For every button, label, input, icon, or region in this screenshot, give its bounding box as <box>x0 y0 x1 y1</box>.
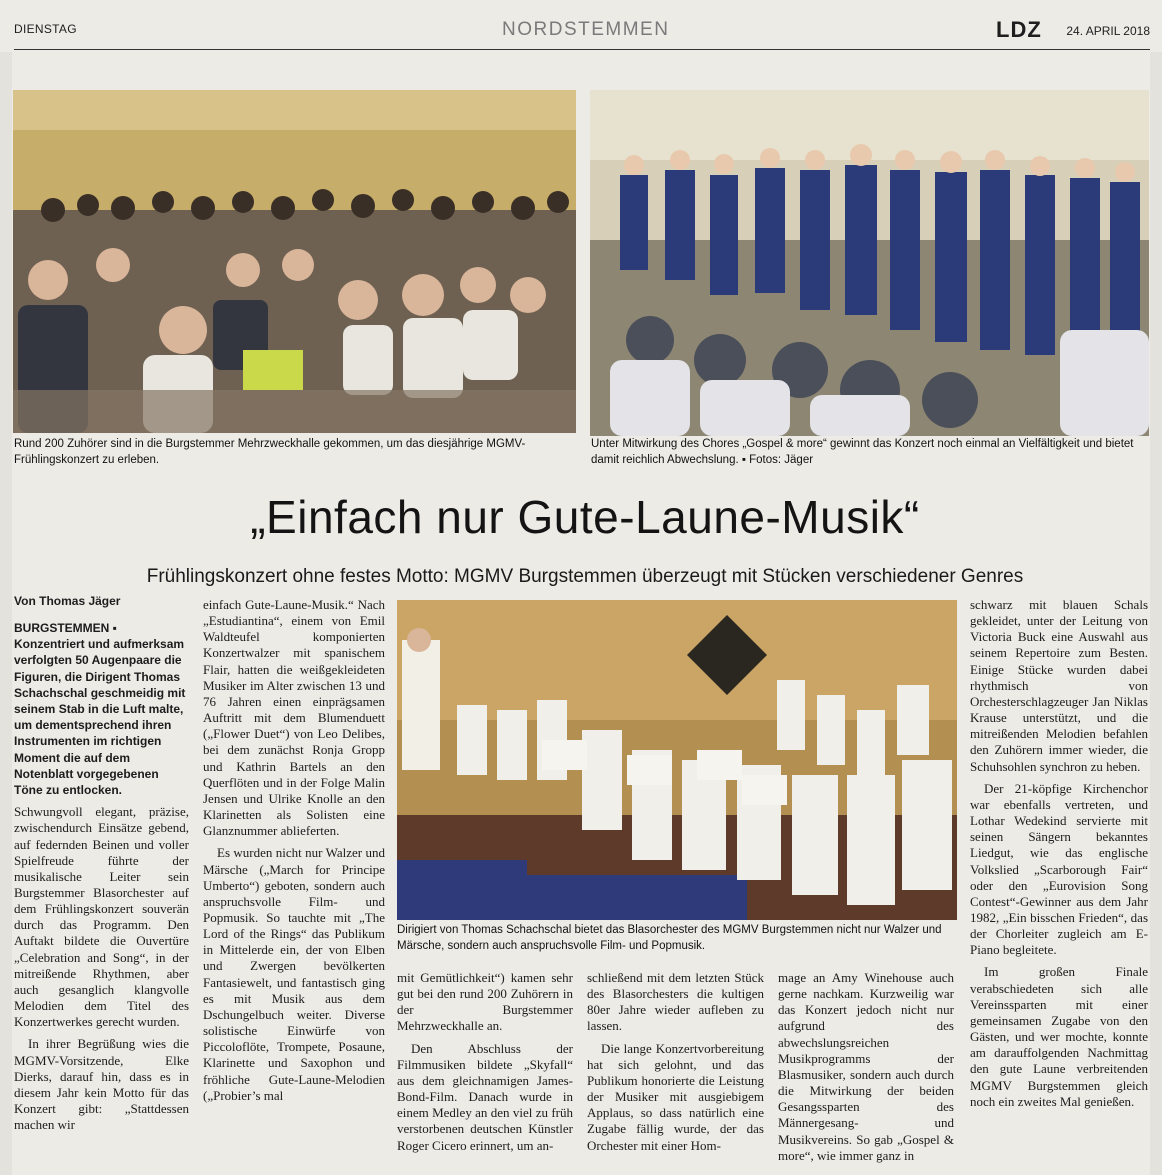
article-subheadline: Frühlingskonzert ohne festes Motto: MGMV Burgstemmen überzeugt mit Stücken verschiedener Genres <box>146 566 1024 587</box>
article-column-3 <box>397 970 573 1160</box>
article-paragraph: In ihrer Begrüßung wies die MGMV-Vorsitzende, Elke Dierks, darauf hin, dass es in diesem Jahr kein Motto für das Konzert gibt: „Stattdessen machen wir <box>14 1036 189 1133</box>
orchestra-photo-caption: Dirigiert von Thomas Schachschal bietet das Blasorchester des MGMV Burgstemmen nicht nur Walzer und Märsche, sondern auch anspruchsvolle Film- und Popmusik. <box>397 924 942 952</box>
audience-photo-caption: Rund 200 Zuhörer sind in die Burgstemmer Mehrzweckhalle gekommen, um das diesjährige MGMV-Frühlingskonzert zu erleben. <box>14 438 526 466</box>
article-headline: „Einfach nur Gute-Laune-Musik“ <box>250 491 920 543</box>
choir-photo <box>590 90 1149 436</box>
audience-photo <box>13 90 576 433</box>
article-paragraph: schwarz mit blauen Schals gekleidet, unter der Leitung von Victoria Buck eine Auswahl aus seinem Repertoire zum Besten. Einige Stücke wurden dabei rhythmisch von Orchesterschlagzeuger Jan Niklas Krause unterstützt, und die mitreißenden Melodien befahlen den Zuhörern immer wieder, die Schuhsohlen synchron zu heben. <box>970 597 1148 774</box>
article-paragraph: Der 21-köpfige Kirchenchor war ebenfalls vertreten, und Lothar Wedekind servierte mit seinen Sängern bekanntes Liedgut, wie das englische Volkslied „Scarborough Fair“ oder den „Eurovision Song Contest“-Gewinner aus dem Jahr 1982, „Ein bisschen Frieden“, das der Chorleiter zugleich am E-Piano begleitete. <box>970 780 1148 958</box>
adjacent-article-right-strip <box>1150 52 1162 1175</box>
article-column-5 <box>778 970 954 1170</box>
header-section: NORDSTEMMEN <box>502 19 670 40</box>
choir-photo-caption: Unter Mitwirkung des Chores „Gospel & more“ gewinnt das Konzert noch einmal an Vielfältigkeit und bietet damit reichlich Abwechslung. ▪ Fotos: Jäger <box>591 438 1134 466</box>
article-column-2 <box>203 597 385 1110</box>
adjacent-article-left-strip <box>0 52 12 1175</box>
header-day: DIENSTAG <box>14 22 77 36</box>
newspaper-logo: LDZ <box>996 17 1042 42</box>
article-paragraph: Schwungvoll elegant, präzise, zwischendurch Einsätze gebend, auf federnden Beinen und voller Spielfreude führte der musikalische Leiter sein Burgstemmer Blasorchester auf dem Frühlingskonzert souverän durch das Programm. Den Auftakt bildete die Ouvertüre „Celebration and Song“, in der mitreißende Rhythmen, aber auch gesanglich klangvolle Melodien dem Titel des Konzertwerkes gerecht wurden. <box>14 804 189 1030</box>
header-date: 24. APRIL 2018 <box>1066 24 1150 38</box>
orchestra-photo <box>397 600 957 920</box>
article-paragraph: mage an Amy Winehouse auch gerne nachkam. Kurzweilig war das Konzert jedoch nicht nur aufgrund des abwechslungsreichen Musikprogramms der Blasmusiker, sondern auch durch die Mitwirkung der beiden Gesangssparten des Männergesang- und Musikvereins. So gab „Gospel & more“, wie immer ganz in <box>778 970 954 1163</box>
article-paragraph: mit Gemütlichkeit“) kamen sehr gut bei den rund 200 Zuhörern in der Burgstemmer Mehrzweckhalle an. <box>397 970 573 1034</box>
article-byline: Von Thomas Jäger <box>14 594 121 608</box>
article-paragraph: Es wurden nicht nur Walzer und Märsche („March for Principe Umberto“) geboten, sondern auch anspruchsvolle Film- und Popmusik. So tauchte mit „The Lord of the Rings“ das Publikum in Mittelerde ein, der von Elben und Zwergen bevölkerten Fantasiewelt, und fantastisch ging es mit Musik aus dem Dschungelbuch weiter. Diverse solistische Einwürfe von Piccoloflöte, Trompete, Posaune, Klarinette und Saxophon und fröhliche Gute-Laune-Melodien („Probier’s mal <box>203 845 385 1103</box>
article-paragraph: einfach Gute-Laune-Musik.“ Nach „Estudiantina“, einem von Emil Waldteufel komponierten Konzertwalzer mit spanischem Flair, hatten die weißgekleideten Musiker im Alter zwischen 13 und 76 Jahren einen einprägsamen Auftritt mit dem Blumenduett („Flower Duet“) von Leo Delibes, bei dem zunächst Ronja Gropp und Kathrin Bartels an den Querflöten und in der Folge Malin Jensen und Ulrike Knolle an den Klarinetten als Solisten eine Glanznummer ablieferten. <box>203 597 385 839</box>
article-paragraph: Im großen Finale verabschiedeten sich alle Vereinssparten mit einer gemeinsamen Zugabe von den Gästen, und wer mochte, konnte am darauffolgenden Nachmittag den gute Laune verbreitenden MGMV Burgstemmen gleich noch ein zweites Mal genießen. <box>970 964 1148 1109</box>
article-column-4 <box>587 970 764 1160</box>
article-paragraph: schließend mit dem letzten Stück des Blasorchesters die kultigen 80er Jahre wieder aufleben zu lassen. <box>587 970 764 1034</box>
article-column-6 <box>970 597 1148 1116</box>
article-column-1 <box>14 620 189 1139</box>
article-lead: BURGSTEMMEN ▪ Konzentriert und aufmerksam verfolgten 50 Augenpaare die Figuren, die Dirigent Thomas Schachschal geschmeidig mit seinem Stab in die Luft malte, um dementsprechend ihren Instrumenten im richtigen Moment die auf dem Notenblatt vorgegebenen Töne zu entlocken. <box>14 621 186 798</box>
article-paragraph: Den Abschluss der Filmmusiken bildete „Skyfall“ aus dem gleichnamigen James-Bond-Film. Danach wurde in einem Medley an den viel zu früh verstorbenen deutschen Künstler Roger Cicero erinnert, um an- <box>397 1040 573 1153</box>
article-paragraph: Die lange Konzertvorbereitung hat sich gelohnt, und das Publikum honorierte die Leistung der Musiker mit ausgiebigem Applaus, so dass natürlich eine Zugabe fällig wurde, der das Orchester mit einer Hom- <box>587 1040 764 1153</box>
page-header <box>14 12 1150 50</box>
